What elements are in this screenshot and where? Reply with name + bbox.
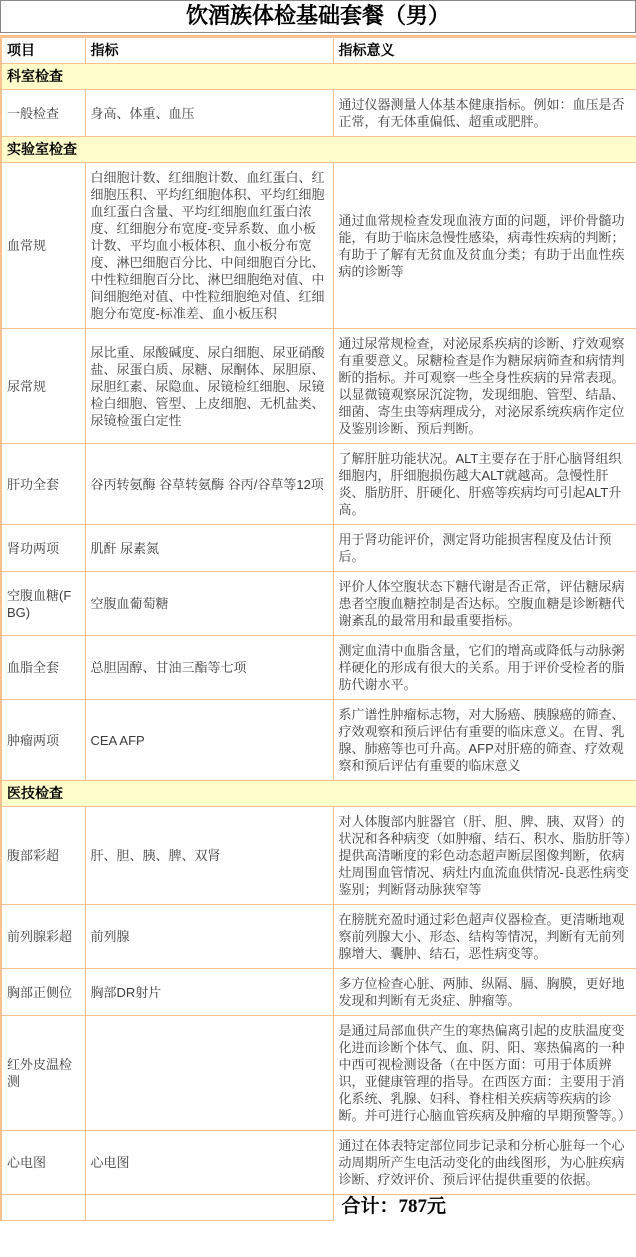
table-row <box>1 1131 636 1195</box>
column-header-item: 项目 <box>1 37 85 64</box>
cell-indicators <box>85 1016 333 1131</box>
section-header-row <box>1 137 636 163</box>
cell-significance: 测定血清中血脂含量，它们的增高或降低与动脉粥样硬化的形成有很大的关系。用于评价受检者的脂肪代谢水平。 <box>333 636 636 700</box>
cell-indicators: 胸部DR射片 <box>85 969 333 1016</box>
cell-indicators: 谷丙转氨酶 谷草转氨酶 谷丙/谷草等12项 <box>85 444 333 525</box>
total-amount: 合计：787元 <box>333 1195 636 1221</box>
table-row <box>1 905 636 969</box>
cell-indicators: CEA AFP <box>85 700 333 781</box>
table-row <box>1 807 636 905</box>
cell-indicators: 总胆固醇、甘油三酯等七项 <box>85 636 333 700</box>
table-row <box>1 1016 636 1131</box>
total-row <box>1 1195 636 1221</box>
cell-significance: 通过血常规检查发现血液方面的问题，评价骨髓功能，有助于临床急慢性感染，病毒性疾病的判断；有助于了解有无贫血及贫血分类；有助于出血性疾病的诊断等 <box>333 163 636 329</box>
cell-item: 一般检查 <box>1 90 85 137</box>
column-header-indicators: 指标 <box>85 37 333 64</box>
cell-significance: 用于肾功能评价，测定肾功能损害程度及估计预后。 <box>333 525 636 572</box>
table-row <box>1 525 636 572</box>
cell-significance: 系广谱性肿瘤标志物，对大肠癌、胰腺癌的筛查、疗效观察和预后评估有重要的临床意义。在胃、乳腺、肺癌等也可升高。AFP对肝癌的筛查、疗效观察和预后评估有重要的临床意义 <box>333 700 636 781</box>
cell-item: 血常规 <box>1 163 85 329</box>
cell-significance: 通过仪器测量人体基本健康指标。例如：血压是否正常，有无体重偏低、超重或肥胖。 <box>333 90 636 137</box>
section-label: 实验室检查 <box>1 137 636 163</box>
cell-significance: 在膀胱充盈时通过彩色超声仪器检查。更清晰地观察前列腺大小、形态、结构等情况，判断有无前列腺增大、囊肿、结石，恶性病变等。 <box>333 905 636 969</box>
section-header-row <box>1 781 636 807</box>
cell-item: 心电图 <box>1 1131 85 1195</box>
cell-significance: 通过尿常规检查，对泌尿系疾病的诊断、疗效观察有重要意义。尿糖检查是作为糖尿病筛查和病情判断的指标。并可观察一些全身性疾病的异常表现。以显微镜观察尿沉淀物，发现细胞、管型、结晶、细菌、寄生虫等病理成分，对泌尿系统疾病作定位及鉴别诊断、预后判断。 <box>333 329 636 444</box>
cell-significance: 通过在体表特定部位同步记录和分析心脏每一个心动周期所产生电活动变化的曲线图形，为心脏疾病诊断、疗效评价、预后评估提供重要的依据。 <box>333 1131 636 1195</box>
cell-item: 胸部正侧位 <box>1 969 85 1016</box>
cell-item: 肿瘤两项 <box>1 700 85 781</box>
table-header-row <box>1 37 636 64</box>
checkup-table <box>0 35 636 1221</box>
cell-item: 尿常规 <box>1 329 85 444</box>
total-row-empty-cell-item <box>1 1195 85 1221</box>
table-row <box>1 329 636 444</box>
total-row-empty-cell-indicators <box>85 1195 333 1221</box>
table-row <box>1 90 636 137</box>
column-header-significance: 指标意义 <box>333 37 636 64</box>
cell-indicators: 心电图 <box>85 1131 333 1195</box>
cell-item: 红外皮温检测 <box>1 1016 85 1131</box>
cell-significance: 是通过局部血供产生的寒热偏离引起的皮肤温度变化进而诊断个体气、血、阴、阳、寒热偏离的一种中西可视检测设备（在中医方面：可用于体质辨识，亚健康管理的指导。在西医方面：主要用于消化系统、乳腺、妇科、脊柱相关疾病等疾病的诊断。并可进行心脑血管疾病及肿瘤的早期预警等。） <box>333 1016 636 1131</box>
cell-significance: 多方位检查心脏、两肺、纵隔、膈、胸膜，更好地发现和判断有无炎症、肿瘤等。 <box>333 969 636 1016</box>
table-row <box>1 969 636 1016</box>
table-row <box>1 163 636 329</box>
cell-indicators: 肌酐 尿素氮 <box>85 525 333 572</box>
table-row <box>1 636 636 700</box>
cell-indicators: 肝、胆、胰、脾、双肾 <box>85 807 333 905</box>
table-row <box>1 700 636 781</box>
cell-indicators: 尿比重、尿酸碱度、尿白细胞、尿亚硝酸盐、尿蛋白质、尿糖、尿酮体、尿胆原、尿胆红素、尿隐血、尿镜检红细胞、尿镜检白细胞、管型、上皮细胞、无机盐类、尿镜检蛋白定性 <box>85 329 333 444</box>
cell-item: 肾功两项 <box>1 525 85 572</box>
page-title: 饮酒族体检基础套餐（男） <box>0 0 636 33</box>
table-row <box>1 572 636 636</box>
cell-indicators: 空腹血葡萄糖 <box>85 572 333 636</box>
cell-item: 前列腺彩超 <box>1 905 85 969</box>
cell-significance: 了解肝脏功能状况。ALT主要存在于肝心脑肾组织细胞内，肝细胞损伤越大ALT就越高。急慢性肝炎、脂肪肝、肝硬化、肝癌等疾病均可引起ALT升高。 <box>333 444 636 525</box>
table-row <box>1 444 636 525</box>
cell-indicators: 前列腺 <box>85 905 333 969</box>
cell-item: 血脂全套 <box>1 636 85 700</box>
cell-indicators: 白细胞计数、红细胞计数、血红蛋白、红细胞压积、平均红细胞体积、平均红细胞血红蛋白含量、平均红细胞血红蛋白浓度、红细胞分布宽度-变异系数、血小板计数、平均血小板体积、血小板分布宽度、淋巴细胞百分比、中间细胞百分比、中性粒细胞百分比、淋巴细胞绝对值、中间细胞绝对值、中性粒细胞绝对值、红细胞分布宽度-标准差、血小板压积 <box>85 163 333 329</box>
cell-item: 腹部彩超 <box>1 807 85 905</box>
section-label: 科室检查 <box>1 64 636 90</box>
cell-item: 空腹血糖(FBG) <box>1 572 85 636</box>
cell-significance: 对人体腹部内脏器官（肝、胆、脾、胰、双肾）的状况和各种病变（如肿瘤、结石、积水、脂肪肝等）提供高清晰度的彩色动态超声断层图像判断，依病灶周围血管情况、病灶内血流血供情况-良恶性病变鉴别；判断肾动脉狭窄等 <box>333 807 636 905</box>
cell-significance: 评价人体空腹状态下糖代谢是否正常，评估糖尿病患者空腹血糖控制是否达标。空腹血糖是诊断糖代谢紊乱的最常用和最重要指标。 <box>333 572 636 636</box>
section-label: 医技检查 <box>1 781 636 807</box>
cell-item: 肝功全套 <box>1 444 85 525</box>
section-header-row <box>1 64 636 90</box>
cell-indicators: 身高、体重、血压 <box>85 90 333 137</box>
